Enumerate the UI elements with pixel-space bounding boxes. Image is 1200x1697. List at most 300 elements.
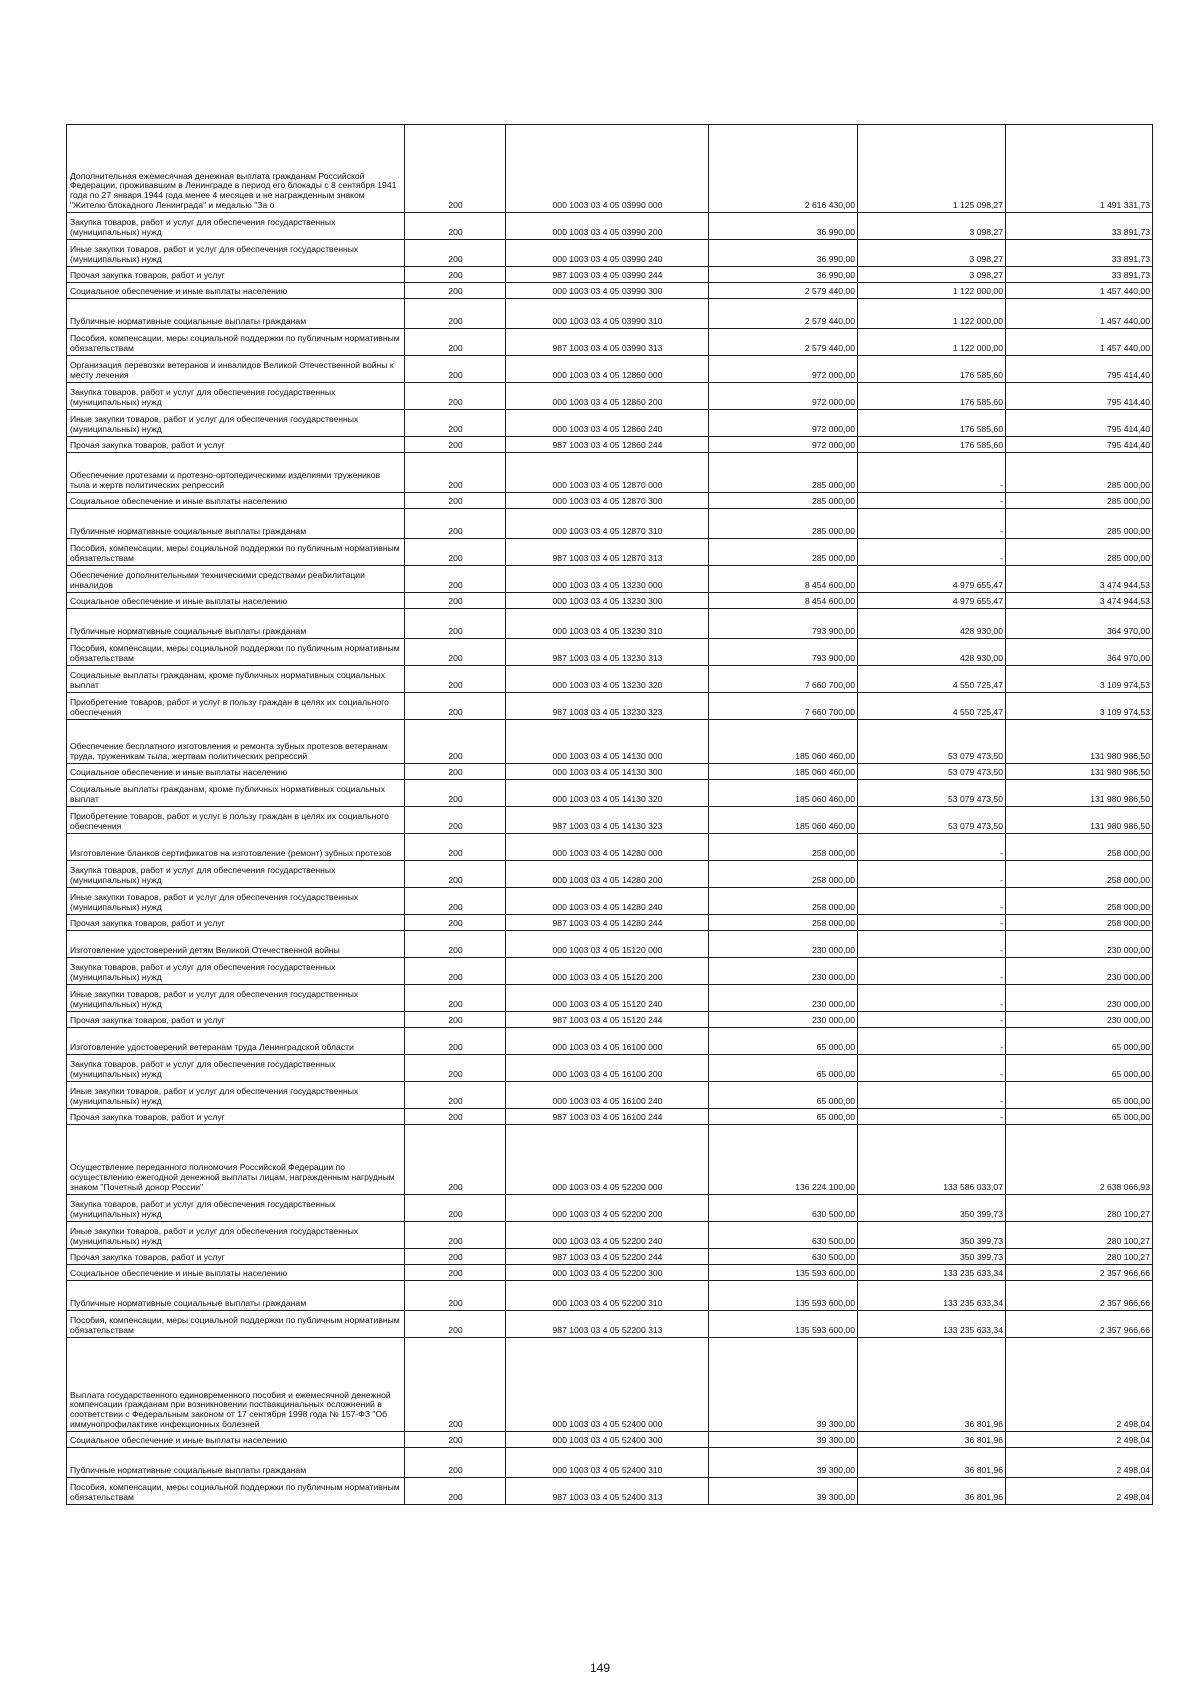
row-approved-amount-cell: 135 593 600,00 xyxy=(709,1311,858,1338)
row-approved-amount-cell: 36 990,00 xyxy=(709,213,858,240)
row-budget-code-cell: 000 1003 03 4 05 15120 240 xyxy=(506,985,709,1012)
row-budget-code-cell: 987 1003 03 4 05 14280 244 xyxy=(506,915,709,931)
row-line-code-cell: 200 xyxy=(405,639,506,666)
row-budget-code-cell: 000 1003 03 4 05 12860 000 xyxy=(506,356,709,383)
row-line-code-cell: 200 xyxy=(405,593,506,609)
table-row xyxy=(67,1338,1153,1432)
row-remaining-amount-cell: 258 000,00 xyxy=(1006,861,1153,888)
table-row xyxy=(67,566,1153,593)
table-row xyxy=(67,493,1153,509)
table-row xyxy=(67,834,1153,861)
row-executed-amount-cell: - xyxy=(858,1082,1006,1109)
row-remaining-amount-cell: 285 000,00 xyxy=(1006,493,1153,509)
row-approved-amount-cell: 135 593 600,00 xyxy=(709,1281,858,1311)
row-executed-amount-cell: 36 801,96 xyxy=(858,1432,1006,1448)
row-executed-amount-cell: 53 079 473,50 xyxy=(858,807,1006,834)
row-line-code-cell: 200 xyxy=(405,888,506,915)
row-line-code-cell: 200 xyxy=(405,329,506,356)
row-line-code-cell: 200 xyxy=(405,1448,506,1478)
row-executed-amount-cell: 1 122 000,00 xyxy=(858,329,1006,356)
row-approved-amount-cell: 135 593 600,00 xyxy=(709,1265,858,1281)
row-remaining-amount-cell: 795 414,40 xyxy=(1006,410,1153,437)
row-remaining-amount-cell: 795 414,40 xyxy=(1006,383,1153,410)
row-line-code-cell: 200 xyxy=(405,1249,506,1265)
row-budget-code-cell: 987 1003 03 4 05 14130 323 xyxy=(506,807,709,834)
row-approved-amount-cell: 285 000,00 xyxy=(709,453,858,493)
row-executed-amount-cell: 1 125 098,27 xyxy=(858,125,1006,213)
budget-execution-table xyxy=(66,124,1153,1505)
row-executed-amount-cell: - xyxy=(858,1109,1006,1125)
row-budget-code-cell: 987 1003 03 4 05 52200 313 xyxy=(506,1311,709,1338)
row-name-cell: Приобретение товаров, работ и услуг в пользу граждан в целях их социального обеспечения xyxy=(67,807,405,834)
row-line-code-cell: 200 xyxy=(405,1082,506,1109)
table-row xyxy=(67,915,1153,931)
table-row xyxy=(67,329,1153,356)
table-row xyxy=(67,1448,1153,1478)
table-row xyxy=(67,780,1153,807)
row-remaining-amount-cell: 131 980 986,50 xyxy=(1006,780,1153,807)
row-executed-amount-cell: - xyxy=(858,1028,1006,1055)
row-budget-code-cell: 000 1003 03 4 05 12870 000 xyxy=(506,453,709,493)
row-approved-amount-cell: 185 060 460,00 xyxy=(709,780,858,807)
row-executed-amount-cell: - xyxy=(858,509,1006,539)
row-budget-code-cell: 987 1003 03 4 05 03990 244 xyxy=(506,267,709,283)
row-line-code-cell: 200 xyxy=(405,356,506,383)
row-approved-amount-cell: 39 300,00 xyxy=(709,1338,858,1432)
row-line-code-cell: 200 xyxy=(405,693,506,720)
table-row xyxy=(67,861,1153,888)
row-line-code-cell: 200 xyxy=(405,931,506,958)
row-name-cell: Выплата государственного единовременного пособия и ежемесячной денежной компенсации гражданам при возникновении поствакцинальных осложнений в соответствии с Федеральным законом от 17 сентября 1998 года № 157-ФЗ "Об иммунопрофилактике инфекционных болезней xyxy=(67,1338,405,1432)
row-name-cell: Пособия, компенсации, меры социальной поддержки по публичным нормативным обязательствам xyxy=(67,539,405,566)
row-executed-amount-cell: - xyxy=(858,1055,1006,1082)
row-budget-code-cell: 000 1003 03 4 05 14280 000 xyxy=(506,834,709,861)
row-remaining-amount-cell: 258 000,00 xyxy=(1006,834,1153,861)
row-remaining-amount-cell: 364 970,00 xyxy=(1006,609,1153,639)
page-number: 149 xyxy=(589,1661,611,1675)
row-budget-code-cell: 000 1003 03 4 05 15120 200 xyxy=(506,958,709,985)
row-executed-amount-cell: 1 122 000,00 xyxy=(858,283,1006,299)
row-approved-amount-cell: 258 000,00 xyxy=(709,834,858,861)
row-approved-amount-cell: 258 000,00 xyxy=(709,861,858,888)
table-row xyxy=(67,1082,1153,1109)
row-remaining-amount-cell: 285 000,00 xyxy=(1006,539,1153,566)
row-approved-amount-cell: 185 060 460,00 xyxy=(709,720,858,764)
row-budget-code-cell: 000 1003 03 4 05 14280 240 xyxy=(506,888,709,915)
row-executed-amount-cell: - xyxy=(858,539,1006,566)
row-remaining-amount-cell: 230 000,00 xyxy=(1006,985,1153,1012)
row-line-code-cell: 200 xyxy=(405,915,506,931)
row-executed-amount-cell: 1 122 000,00 xyxy=(858,299,1006,329)
row-remaining-amount-cell: 3 109 974,53 xyxy=(1006,666,1153,693)
row-name-cell: Обеспечение бесплатного изготовления и ремонта зубных протезов ветеранам труда, труженикам тыла, жертвам политических репрессий xyxy=(67,720,405,764)
row-approved-amount-cell: 65 000,00 xyxy=(709,1028,858,1055)
row-approved-amount-cell: 230 000,00 xyxy=(709,958,858,985)
row-executed-amount-cell: 36 801,96 xyxy=(858,1478,1006,1505)
table-row xyxy=(67,453,1153,493)
row-line-code-cell: 200 xyxy=(405,299,506,329)
row-name-cell: Социальные выплаты гражданам, кроме публичных нормативных социальных выплат xyxy=(67,780,405,807)
row-remaining-amount-cell: 33 891,73 xyxy=(1006,213,1153,240)
row-executed-amount-cell: 36 801,96 xyxy=(858,1448,1006,1478)
table-row xyxy=(67,410,1153,437)
row-remaining-amount-cell: 1 457 440,00 xyxy=(1006,283,1153,299)
row-budget-code-cell: 000 1003 03 4 05 12870 310 xyxy=(506,509,709,539)
row-executed-amount-cell: - xyxy=(858,931,1006,958)
table-row xyxy=(67,958,1153,985)
row-executed-amount-cell: 4 550 725,47 xyxy=(858,666,1006,693)
row-line-code-cell: 200 xyxy=(405,539,506,566)
row-executed-amount-cell: - xyxy=(858,888,1006,915)
row-remaining-amount-cell: 2 357 966,66 xyxy=(1006,1311,1153,1338)
row-name-cell: Закупка товаров, работ и услуг для обеспечения государственных (муниципальных) нужд xyxy=(67,861,405,888)
row-name-cell: Социальное обеспечение и иные выплаты населению xyxy=(67,493,405,509)
row-name-cell: Социальное обеспечение и иные выплаты населению xyxy=(67,1432,405,1448)
row-remaining-amount-cell: 258 000,00 xyxy=(1006,915,1153,931)
table-row xyxy=(67,1222,1153,1249)
row-line-code-cell: 200 xyxy=(405,437,506,453)
table-row xyxy=(67,299,1153,329)
row-remaining-amount-cell: 280 100,27 xyxy=(1006,1222,1153,1249)
row-budget-code-cell: 000 1003 03 4 05 03990 240 xyxy=(506,240,709,267)
row-budget-code-cell: 000 1003 03 4 05 52200 310 xyxy=(506,1281,709,1311)
table-row xyxy=(67,125,1153,213)
row-approved-amount-cell: 39 300,00 xyxy=(709,1448,858,1478)
row-name-cell: Изготовление удостоверений детям Великой Отечественной войны xyxy=(67,931,405,958)
row-budget-code-cell: 000 1003 03 4 05 03990 200 xyxy=(506,213,709,240)
row-budget-code-cell: 987 1003 03 4 05 16100 244 xyxy=(506,1109,709,1125)
row-remaining-amount-cell: 2 357 966,66 xyxy=(1006,1281,1153,1311)
row-remaining-amount-cell: 65 000,00 xyxy=(1006,1055,1153,1082)
row-name-cell: Социальное обеспечение и иные выплаты населению xyxy=(67,1265,405,1281)
row-line-code-cell: 200 xyxy=(405,764,506,780)
table-row xyxy=(67,1265,1153,1281)
table-row xyxy=(67,985,1153,1012)
row-executed-amount-cell: 4 550 725,47 xyxy=(858,693,1006,720)
row-remaining-amount-cell: 230 000,00 xyxy=(1006,958,1153,985)
table-row xyxy=(67,931,1153,958)
row-name-cell: Закупка товаров, работ и услуг для обеспечения государственных (муниципальных) нужд xyxy=(67,213,405,240)
row-name-cell: Пособия, компенсации, меры социальной поддержки по публичным нормативным обязательствам xyxy=(67,329,405,356)
row-budget-code-cell: 000 1003 03 4 05 52400 000 xyxy=(506,1338,709,1432)
row-approved-amount-cell: 136 224 100,00 xyxy=(709,1125,858,1195)
row-name-cell: Организация перевозки ветеранов и инвалидов Великой Отечественной войны к месту лечения xyxy=(67,356,405,383)
row-executed-amount-cell: 53 079 473,50 xyxy=(858,720,1006,764)
row-remaining-amount-cell: 2 498,04 xyxy=(1006,1432,1153,1448)
table-row xyxy=(67,1249,1153,1265)
row-line-code-cell: 200 xyxy=(405,1222,506,1249)
row-name-cell: Обеспечение дополнительными техническими средствами реабилитации инвалидов xyxy=(67,566,405,593)
table-row xyxy=(67,1109,1153,1125)
row-budget-code-cell: 000 1003 03 4 05 03990 000 xyxy=(506,125,709,213)
row-budget-code-cell: 000 1003 03 4 05 52200 300 xyxy=(506,1265,709,1281)
row-approved-amount-cell: 285 000,00 xyxy=(709,493,858,509)
row-line-code-cell: 200 xyxy=(405,283,506,299)
row-name-cell: Пособия, компенсации, меры социальной поддержки по публичным нормативным обязательствам xyxy=(67,639,405,666)
row-approved-amount-cell: 630 500,00 xyxy=(709,1195,858,1222)
row-approved-amount-cell: 285 000,00 xyxy=(709,539,858,566)
row-name-cell: Публичные нормативные социальные выплаты гражданам xyxy=(67,1281,405,1311)
row-remaining-amount-cell: 65 000,00 xyxy=(1006,1082,1153,1109)
row-budget-code-cell: 000 1003 03 4 05 13230 320 xyxy=(506,666,709,693)
row-remaining-amount-cell: 1 457 440,00 xyxy=(1006,329,1153,356)
row-name-cell: Социальное обеспечение и иные выплаты населению xyxy=(67,593,405,609)
row-line-code-cell: 200 xyxy=(405,509,506,539)
row-remaining-amount-cell: 131 980 986,50 xyxy=(1006,720,1153,764)
row-executed-amount-cell: 133 235 633,34 xyxy=(858,1281,1006,1311)
row-budget-code-cell: 987 1003 03 4 05 13230 313 xyxy=(506,639,709,666)
row-name-cell: Осуществление переданного полномочия Российской Федерации по осуществлению ежегодной денежной выплаты лицам, награжденным нагрудным знаком "Почетный донор России" xyxy=(67,1125,405,1195)
table-row xyxy=(67,509,1153,539)
row-name-cell: Закупка товаров, работ и услуг для обеспечения государственных (муниципальных) нужд xyxy=(67,383,405,410)
row-executed-amount-cell: 176 585,60 xyxy=(858,356,1006,383)
row-remaining-amount-cell: 364 970,00 xyxy=(1006,639,1153,666)
row-approved-amount-cell: 39 300,00 xyxy=(709,1432,858,1448)
row-approved-amount-cell: 36 990,00 xyxy=(709,240,858,267)
row-approved-amount-cell: 65 000,00 xyxy=(709,1082,858,1109)
row-approved-amount-cell: 185 060 460,00 xyxy=(709,807,858,834)
row-executed-amount-cell: 428 930,00 xyxy=(858,639,1006,666)
row-line-code-cell: 200 xyxy=(405,383,506,410)
row-executed-amount-cell: 350 399,73 xyxy=(858,1195,1006,1222)
row-remaining-amount-cell: 280 100,27 xyxy=(1006,1249,1153,1265)
row-name-cell: Изготовление бланков сертификатов на изготовление (ремонт) зубных протезов xyxy=(67,834,405,861)
row-line-code-cell: 200 xyxy=(405,834,506,861)
row-line-code-cell: 200 xyxy=(405,861,506,888)
row-name-cell: Прочая закупка товаров, работ и услуг xyxy=(67,1249,405,1265)
row-line-code-cell: 200 xyxy=(405,1432,506,1448)
row-budget-code-cell: 000 1003 03 4 05 14130 320 xyxy=(506,780,709,807)
row-executed-amount-cell: - xyxy=(858,834,1006,861)
table-row xyxy=(67,213,1153,240)
table-row xyxy=(67,539,1153,566)
row-line-code-cell: 200 xyxy=(405,410,506,437)
budget-report-sheet xyxy=(66,124,1152,1505)
row-remaining-amount-cell: 2 638 066,93 xyxy=(1006,1125,1153,1195)
row-executed-amount-cell: 176 585,60 xyxy=(858,437,1006,453)
row-executed-amount-cell: 4 979 655,47 xyxy=(858,566,1006,593)
row-name-cell: Иные закупки товаров, работ и услуг для обеспечения государственных (муниципальных) нужд xyxy=(67,240,405,267)
row-budget-code-cell: 000 1003 03 4 05 52400 300 xyxy=(506,1432,709,1448)
row-line-code-cell: 200 xyxy=(405,1125,506,1195)
row-executed-amount-cell: 176 585,60 xyxy=(858,410,1006,437)
row-line-code-cell: 200 xyxy=(405,566,506,593)
row-executed-amount-cell: 133 586 033,07 xyxy=(858,1125,1006,1195)
row-line-code-cell: 200 xyxy=(405,240,506,267)
table-row xyxy=(67,639,1153,666)
row-approved-amount-cell: 630 500,00 xyxy=(709,1222,858,1249)
row-line-code-cell: 200 xyxy=(405,720,506,764)
row-line-code-cell: 200 xyxy=(405,1195,506,1222)
row-approved-amount-cell: 972 000,00 xyxy=(709,437,858,453)
row-name-cell: Приобретение товаров, работ и услуг в пользу граждан в целях их социального обеспечения xyxy=(67,693,405,720)
row-executed-amount-cell: - xyxy=(858,861,1006,888)
row-remaining-amount-cell: 33 891,73 xyxy=(1006,267,1153,283)
row-approved-amount-cell: 8 454 600,00 xyxy=(709,566,858,593)
row-remaining-amount-cell: 285 000,00 xyxy=(1006,453,1153,493)
row-budget-code-cell: 000 1003 03 4 05 52400 310 xyxy=(506,1448,709,1478)
row-remaining-amount-cell: 3 474 944,53 xyxy=(1006,593,1153,609)
table-row xyxy=(67,1478,1153,1505)
row-executed-amount-cell: 3 098,27 xyxy=(858,267,1006,283)
row-name-cell: Прочая закупка товаров, работ и услуг xyxy=(67,267,405,283)
row-budget-code-cell: 000 1003 03 4 05 12860 200 xyxy=(506,383,709,410)
row-approved-amount-cell: 65 000,00 xyxy=(709,1109,858,1125)
row-budget-code-cell: 987 1003 03 4 05 52400 313 xyxy=(506,1478,709,1505)
row-budget-code-cell: 000 1003 03 4 05 52200 240 xyxy=(506,1222,709,1249)
row-budget-code-cell: 987 1003 03 4 05 12870 313 xyxy=(506,539,709,566)
row-approved-amount-cell: 39 300,00 xyxy=(709,1478,858,1505)
row-name-cell: Иные закупки товаров, работ и услуг для обеспечения государственных (муниципальных) нужд xyxy=(67,1222,405,1249)
row-name-cell: Иные закупки товаров, работ и услуг для обеспечения государственных (муниципальных) нужд xyxy=(67,888,405,915)
row-line-code-cell: 200 xyxy=(405,807,506,834)
row-line-code-cell: 200 xyxy=(405,125,506,213)
row-remaining-amount-cell: 230 000,00 xyxy=(1006,1012,1153,1028)
row-executed-amount-cell: 4 979 655,47 xyxy=(858,593,1006,609)
row-remaining-amount-cell: 3 474 944,53 xyxy=(1006,566,1153,593)
row-approved-amount-cell: 7 660 700,00 xyxy=(709,693,858,720)
row-remaining-amount-cell: 2 357 966,66 xyxy=(1006,1265,1153,1281)
row-budget-code-cell: 987 1003 03 4 05 13230 323 xyxy=(506,693,709,720)
row-approved-amount-cell: 258 000,00 xyxy=(709,888,858,915)
table-row xyxy=(67,666,1153,693)
row-approved-amount-cell: 2 579 440,00 xyxy=(709,299,858,329)
row-line-code-cell: 200 xyxy=(405,453,506,493)
row-remaining-amount-cell: 258 000,00 xyxy=(1006,888,1153,915)
table-row xyxy=(67,383,1153,410)
row-executed-amount-cell: - xyxy=(858,493,1006,509)
row-name-cell: Социальные выплаты гражданам, кроме публичных нормативных социальных выплат xyxy=(67,666,405,693)
table-row xyxy=(67,1281,1153,1311)
row-executed-amount-cell: - xyxy=(858,453,1006,493)
row-approved-amount-cell: 185 060 460,00 xyxy=(709,764,858,780)
table-row xyxy=(67,1195,1153,1222)
table-row xyxy=(67,888,1153,915)
row-name-cell: Иные закупки товаров, работ и услуг для обеспечения государственных (муниципальных) нужд xyxy=(67,410,405,437)
table-body xyxy=(67,125,1153,1505)
row-remaining-amount-cell: 65 000,00 xyxy=(1006,1028,1153,1055)
row-approved-amount-cell: 2 579 440,00 xyxy=(709,283,858,299)
table-row xyxy=(67,1311,1153,1338)
row-executed-amount-cell: 36 801,96 xyxy=(858,1338,1006,1432)
table-row xyxy=(67,764,1153,780)
row-name-cell: Иные закупки товаров, работ и услуг для обеспечения государственных (муниципальных) нужд xyxy=(67,985,405,1012)
table-row xyxy=(67,1125,1153,1195)
table-row xyxy=(67,693,1153,720)
row-budget-code-cell: 000 1003 03 4 05 52200 000 xyxy=(506,1125,709,1195)
row-approved-amount-cell: 258 000,00 xyxy=(709,915,858,931)
row-remaining-amount-cell: 280 100,27 xyxy=(1006,1195,1153,1222)
row-budget-code-cell: 000 1003 03 4 05 16100 000 xyxy=(506,1028,709,1055)
row-budget-code-cell: 000 1003 03 4 05 14130 000 xyxy=(506,720,709,764)
row-executed-amount-cell: - xyxy=(858,985,1006,1012)
row-budget-code-cell: 987 1003 03 4 05 12860 244 xyxy=(506,437,709,453)
row-budget-code-cell: 000 1003 03 4 05 12860 240 xyxy=(506,410,709,437)
row-name-cell: Дополнительная ежемесячная денежная выплата гражданам Российской Федерации, проживавшим в Ленинграде в период его блокады с 8 сентября 1941 года по 27 января 1944 года менее 4 месяцев и не награжденным знаком "Жителю блокадного Ленинграда" и медалью "За о xyxy=(67,125,405,213)
row-line-code-cell: 200 xyxy=(405,1012,506,1028)
row-remaining-amount-cell: 65 000,00 xyxy=(1006,1109,1153,1125)
row-approved-amount-cell: 8 454 600,00 xyxy=(709,593,858,609)
table-row xyxy=(67,240,1153,267)
row-executed-amount-cell: - xyxy=(858,1012,1006,1028)
row-line-code-cell: 200 xyxy=(405,213,506,240)
row-line-code-cell: 200 xyxy=(405,267,506,283)
row-budget-code-cell: 000 1003 03 4 05 16100 240 xyxy=(506,1082,709,1109)
row-name-cell: Публичные нормативные социальные выплаты гражданам xyxy=(67,299,405,329)
row-executed-amount-cell: - xyxy=(858,958,1006,985)
row-name-cell: Публичные нормативные социальные выплаты гражданам xyxy=(67,1448,405,1478)
row-line-code-cell: 200 xyxy=(405,493,506,509)
table-row xyxy=(67,1028,1153,1055)
row-budget-code-cell: 000 1003 03 4 05 15120 000 xyxy=(506,931,709,958)
row-approved-amount-cell: 230 000,00 xyxy=(709,1012,858,1028)
row-remaining-amount-cell: 131 980 986,50 xyxy=(1006,764,1153,780)
row-executed-amount-cell: 3 098,27 xyxy=(858,213,1006,240)
row-approved-amount-cell: 972 000,00 xyxy=(709,410,858,437)
row-executed-amount-cell: 53 079 473,50 xyxy=(858,780,1006,807)
row-line-code-cell: 200 xyxy=(405,1055,506,1082)
row-budget-code-cell: 000 1003 03 4 05 03990 310 xyxy=(506,299,709,329)
row-executed-amount-cell: - xyxy=(858,915,1006,931)
table-row xyxy=(67,283,1153,299)
row-name-cell: Изготовление удостоверений ветеранам труда Ленинградской области xyxy=(67,1028,405,1055)
row-name-cell: Прочая закупка товаров, работ и услуг xyxy=(67,1109,405,1125)
row-approved-amount-cell: 230 000,00 xyxy=(709,931,858,958)
row-budget-code-cell: 000 1003 03 4 05 52200 200 xyxy=(506,1195,709,1222)
table-row xyxy=(67,437,1153,453)
row-executed-amount-cell: 133 235 633,34 xyxy=(858,1311,1006,1338)
row-remaining-amount-cell: 33 891,73 xyxy=(1006,240,1153,267)
table-row xyxy=(67,720,1153,764)
row-name-cell: Закупка товаров, работ и услуг для обеспечения государственных (муниципальных) нужд xyxy=(67,958,405,985)
row-budget-code-cell: 987 1003 03 4 05 52200 244 xyxy=(506,1249,709,1265)
row-line-code-cell: 200 xyxy=(405,958,506,985)
row-line-code-cell: 200 xyxy=(405,1311,506,1338)
table-row xyxy=(67,1432,1153,1448)
row-name-cell: Обеспечение протезами и протезно-ортопедическими изделиями тружеников тыла и жертв политических репрессий xyxy=(67,453,405,493)
row-name-cell: Пособия, компенсации, меры социальной поддержки по публичным нормативным обязательствам xyxy=(67,1478,405,1505)
table-row xyxy=(67,807,1153,834)
row-approved-amount-cell: 793 900,00 xyxy=(709,639,858,666)
row-remaining-amount-cell: 285 000,00 xyxy=(1006,509,1153,539)
row-approved-amount-cell: 230 000,00 xyxy=(709,985,858,1012)
row-budget-code-cell: 000 1003 03 4 05 03990 300 xyxy=(506,283,709,299)
row-name-cell: Прочая закупка товаров, работ и услуг xyxy=(67,1012,405,1028)
row-line-code-cell: 200 xyxy=(405,1109,506,1125)
row-line-code-cell: 200 xyxy=(405,1265,506,1281)
row-name-cell: Закупка товаров, работ и услуг для обеспечения государственных (муниципальных) нужд xyxy=(67,1195,405,1222)
row-name-cell: Социальное обеспечение и иные выплаты населению xyxy=(67,283,405,299)
row-remaining-amount-cell: 2 498,04 xyxy=(1006,1338,1153,1432)
row-line-code-cell: 200 xyxy=(405,780,506,807)
row-name-cell: Социальное обеспечение и иные выплаты населению xyxy=(67,764,405,780)
row-line-code-cell: 200 xyxy=(405,1478,506,1505)
row-approved-amount-cell: 972 000,00 xyxy=(709,356,858,383)
row-approved-amount-cell: 2 579 440,00 xyxy=(709,329,858,356)
row-remaining-amount-cell: 2 498,04 xyxy=(1006,1448,1153,1478)
row-name-cell: Иные закупки товаров, работ и услуг для обеспечения государственных (муниципальных) нужд xyxy=(67,1082,405,1109)
row-line-code-cell: 200 xyxy=(405,985,506,1012)
row-approved-amount-cell: 630 500,00 xyxy=(709,1249,858,1265)
row-executed-amount-cell: 176 585,60 xyxy=(858,383,1006,410)
row-approved-amount-cell: 36 990,00 xyxy=(709,267,858,283)
row-line-code-cell: 200 xyxy=(405,609,506,639)
row-executed-amount-cell: 350 399,73 xyxy=(858,1222,1006,1249)
row-remaining-amount-cell: 795 414,40 xyxy=(1006,356,1153,383)
row-budget-code-cell: 000 1003 03 4 05 14130 300 xyxy=(506,764,709,780)
row-line-code-cell: 200 xyxy=(405,1281,506,1311)
row-line-code-cell: 200 xyxy=(405,1028,506,1055)
